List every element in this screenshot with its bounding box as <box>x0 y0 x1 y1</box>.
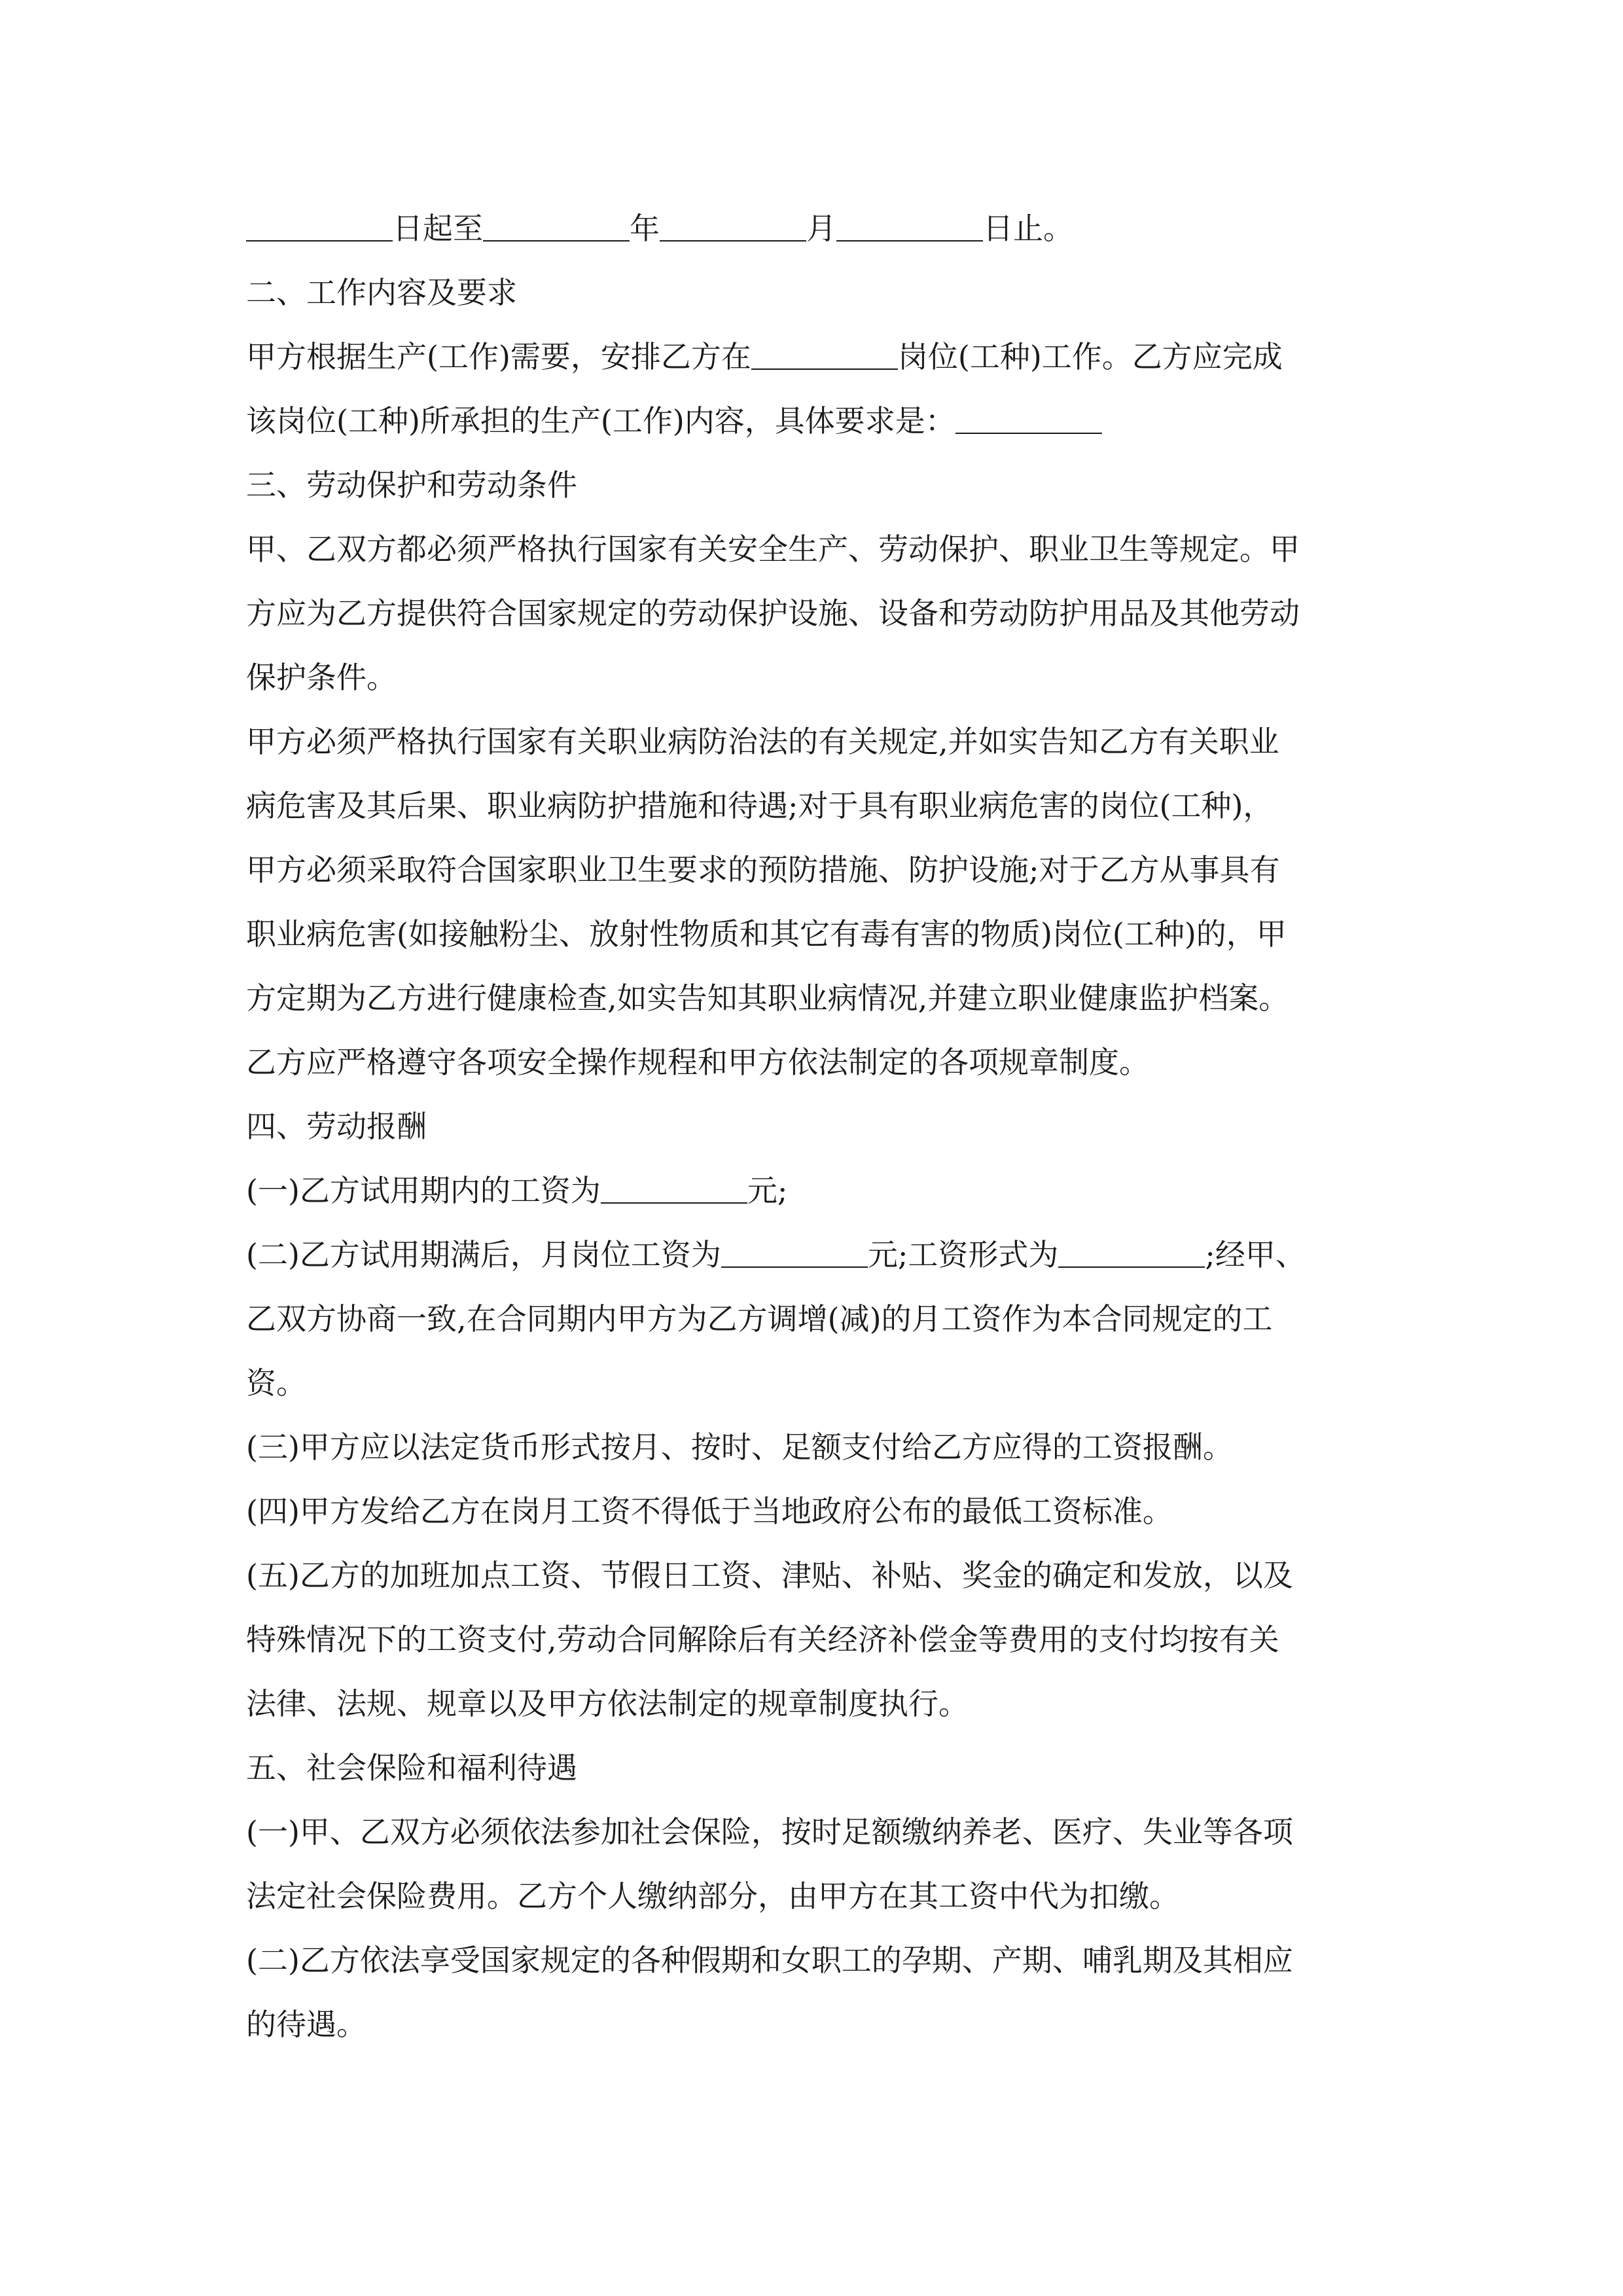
text-segment: 岗位(工种)工作。乙方应完成 <box>897 339 1283 374</box>
text-segment: 乙方应严格遵守各项安全操作规程和甲方依法制定的各项规章制度。 <box>246 1045 1149 1080</box>
text-line-s4-i5-l1 <box>246 1543 1391 1607</box>
text-segment: 的待遇。 <box>246 2007 366 2042</box>
text-segment: 甲方必须采取符合国家职业卫生要求的预防措施、防护设施;对于乙方从事具有 <box>246 852 1280 888</box>
text-line-s4-i1 <box>246 1158 1391 1223</box>
text-line-s5-i2-l2 <box>246 1992 1391 2056</box>
text-segment: 保护条件。 <box>246 660 397 695</box>
text-segment: 方定期为乙方进行健康检查,如实告知其职业病情况,并建立职业健康监护档案。 <box>246 980 1289 1016</box>
text-line-term-end <box>246 196 1391 260</box>
fill-in-blank[interactable] <box>1058 1266 1205 1268</box>
text-line-s3-p3-l1 <box>246 1030 1391 1094</box>
text-segment: 资。 <box>246 1365 306 1401</box>
text-segment: 二、工作内容及要求 <box>246 275 517 310</box>
text-line-s3-p2-l4 <box>246 902 1391 966</box>
contract-text <box>246 196 1391 2056</box>
text-segment: ;经甲、 <box>1205 1237 1306 1272</box>
text-line-s5-i2-l1 <box>246 1928 1391 1992</box>
text-segment: (二)乙方试用期满后，月岗位工资为 <box>246 1237 721 1272</box>
text-line-s4-i4 <box>246 1479 1391 1543</box>
text-segment: 特殊情况下的工资支付,劳动合同解除后有关经济补偿金等费用的支付均按有关 <box>246 1622 1279 1657</box>
text-line-s4-i2-l3 <box>246 1351 1391 1415</box>
text-segment: 该岗位(工种)所承担的生产(工作)内容，具体要求是： <box>246 403 955 439</box>
text-line-s2-p1-l1 <box>246 325 1391 389</box>
text-segment: 甲方必须严格执行国家有关职业病防治法的有关规定,并如实告知乙方有关职业 <box>246 724 1279 759</box>
text-line-s4-i5-l3 <box>246 1672 1391 1736</box>
text-line-s3-p2-l5 <box>246 966 1391 1030</box>
text-line-section-5-heading <box>246 1736 1391 1800</box>
text-segment: (一)乙方试用期内的工资为 <box>246 1173 601 1208</box>
text-segment: 三、劳动保护和劳动条件 <box>246 467 577 503</box>
fill-in-blank[interactable] <box>483 240 630 242</box>
text-line-s3-p2-l1 <box>246 709 1391 774</box>
fill-in-blank[interactable] <box>751 368 898 370</box>
text-segment: (一)甲、乙双方必须依法参加社会保险，按时足额缴纳养老、医疗、失业等各项 <box>246 1814 1293 1850</box>
text-line-s2-p1-l2 <box>246 389 1391 453</box>
text-segment: 元;工资形式为 <box>867 1237 1059 1272</box>
text-line-s3-p1-l1 <box>246 517 1391 581</box>
fill-in-blank[interactable] <box>836 240 983 242</box>
text-segment: (五)乙方的加班加点工资、节假日工资、津贴、补贴、奖金的确定和发放，以及 <box>246 1558 1293 1593</box>
fill-in-blank[interactable] <box>721 1266 868 1268</box>
text-segment: (三)甲方应以法定货币形式按月、按时、足额支付给乙方应得的工资报酬。 <box>246 1429 1233 1465</box>
fill-in-blank[interactable] <box>660 240 806 242</box>
text-segment: 四、劳动报酬 <box>246 1109 427 1144</box>
text-segment: 日起至 <box>393 211 483 246</box>
text-line-s4-i5-l2 <box>246 1607 1391 1672</box>
text-line-section-3-heading <box>246 453 1391 517</box>
text-segment: (二)乙方依法享受国家规定的各种假期和女职工的孕期、产期、哺乳期及其相应 <box>246 1943 1293 1978</box>
text-segment: 日止。 <box>983 211 1073 246</box>
fill-in-blank[interactable] <box>955 432 1102 434</box>
text-line-section-2-heading <box>246 260 1391 325</box>
text-segment: 月 <box>806 211 836 246</box>
text-line-section-4-heading <box>246 1094 1391 1158</box>
text-segment: 方应为乙方提供符合国家规定的劳动保护设施、设备和劳动防护用品及其他劳动 <box>246 596 1300 631</box>
text-line-s3-p2-l2 <box>246 774 1391 838</box>
text-line-s4-i2-l1 <box>246 1223 1391 1287</box>
text-segment: 元; <box>747 1173 788 1208</box>
text-segment: 五、社会保险和福利待遇 <box>246 1750 577 1785</box>
text-line-s4-i2-l2 <box>246 1287 1391 1351</box>
text-line-s3-p1-l2 <box>246 581 1391 645</box>
text-segment: 法定社会保险费用。乙方个人缴纳部分，由甲方在其工资中代为扣缴。 <box>246 1878 1179 1914</box>
text-segment: 病危害及其后果、职业病防护措施和待遇;对于具有职业病危害的岗位(工种)， <box>246 788 1274 823</box>
text-segment: 乙双方协商一致,在合同期内甲方为乙方调增(减)的月工资作为本合同规定的工 <box>246 1301 1273 1336</box>
text-line-s3-p2-l3 <box>246 838 1391 902</box>
text-segment: 甲方根据生产(工作)需要，安排乙方在 <box>246 339 751 374</box>
text-line-s5-i1-l2 <box>246 1864 1391 1928</box>
text-line-s4-i3 <box>246 1415 1391 1479</box>
text-line-s5-i1-l1 <box>246 1800 1391 1864</box>
text-segment: 职业病危害(如接触粉尘、放射性物质和其它有毒有害的物质)岗位(工种)的，甲 <box>246 916 1287 952</box>
fill-in-blank[interactable] <box>246 240 393 242</box>
text-segment: (四)甲方发给乙方在岗月工资不得低于当地政府公布的最低工资标准。 <box>246 1494 1173 1529</box>
text-segment: 年 <box>630 211 660 246</box>
text-line-s3-p1-l3 <box>246 645 1391 709</box>
text-segment: 甲、乙双方都必须严格执行国家有关安全生产、劳动保护、职业卫生等规定。甲 <box>246 531 1300 567</box>
fill-in-blank[interactable] <box>601 1202 747 1204</box>
text-segment: 法律、法规、规章以及甲方依法制定的规章制度执行。 <box>246 1686 969 1721</box>
